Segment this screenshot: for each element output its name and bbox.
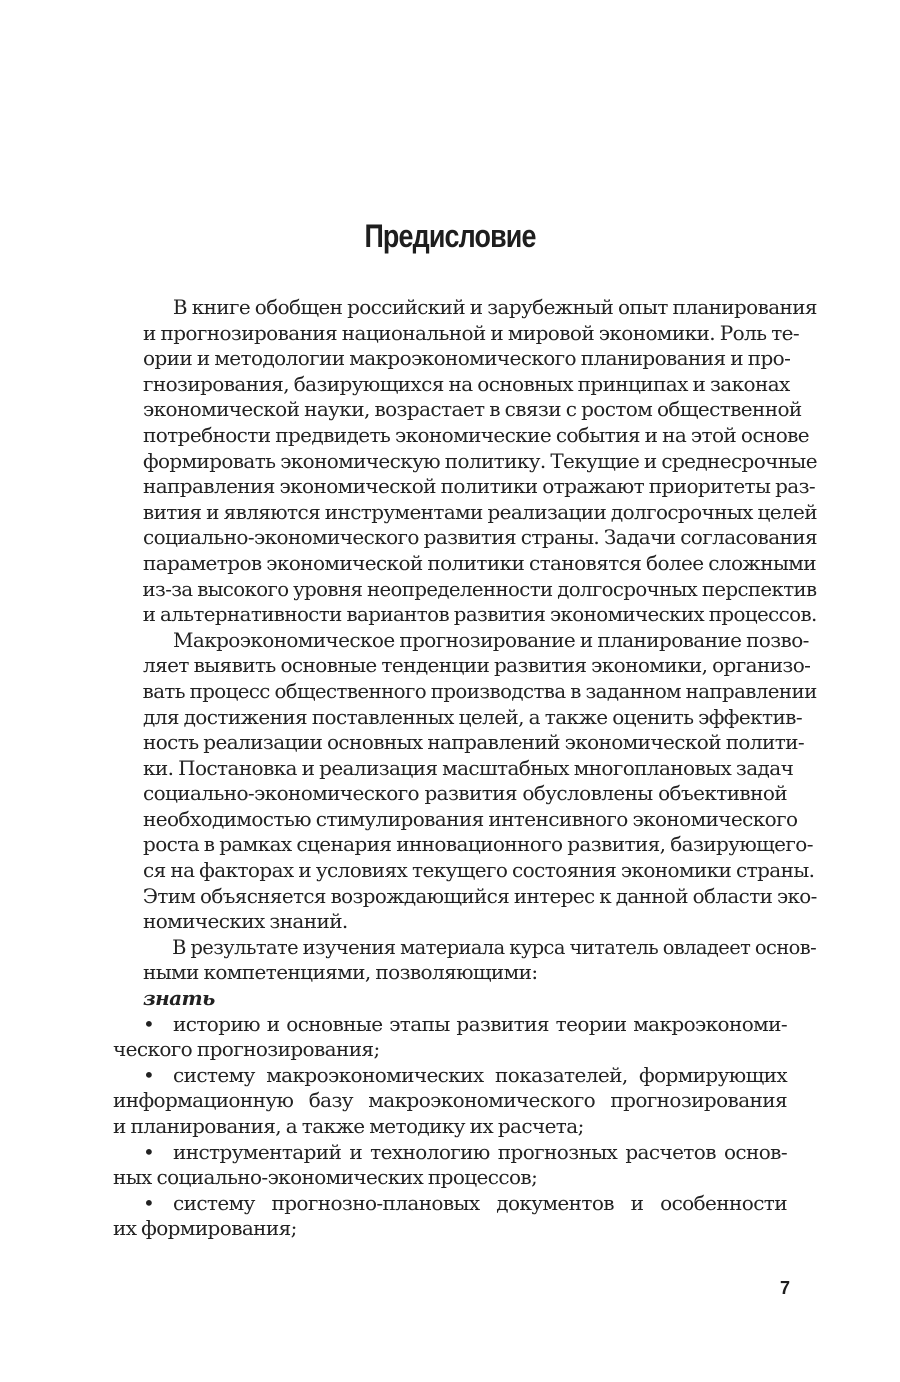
text-line: гнозирования, базирующихся на основных принципах и законах (143, 371, 790, 396)
text-line: ляет выявить основные тенденции развития экономики, организо- (143, 653, 811, 678)
bullet-icon: • (143, 1190, 155, 1215)
know-label: знать (143, 986, 215, 1011)
text-line: Этим объясняется возрождающийся интерес к данной области эко- (142, 883, 817, 908)
text-line: их формирования; (113, 1216, 297, 1241)
text-line: и планирования, а также методику их расчета; (113, 1114, 584, 1138)
text-line: Макроэкономическое прогнозирование и планирование позво- (173, 627, 809, 652)
text-line: параметров экономической политики становятся более сложными (143, 550, 816, 575)
bullet-text: инструментарий и технологию прогнозных расчетов основ- (173, 1139, 787, 1164)
text-line: из-за высокого уровня неопределенности долгосрочных перспектив (142, 576, 817, 601)
text-line: потребности предвидеть экономические события и на этой основе (143, 422, 810, 447)
bullet-item (113, 1063, 787, 1140)
text-line: номических знаний. (143, 909, 348, 934)
text-line: вития и являются инструментами реализации долгосрочных целей (142, 499, 817, 524)
text-line: ки. Постановка и реализация масштабных многоплановых задач (143, 755, 794, 780)
bullet-item (113, 1140, 787, 1191)
text-line: ческого прогнозирования; (113, 1037, 380, 1062)
text-line: ории и методологии макроэкономического планирования и про- (143, 346, 791, 371)
text-line (113, 1191, 787, 1217)
page-title: Предисловие (364, 218, 536, 254)
text-line (113, 1012, 787, 1038)
bullet-text: систему прогнозно-плановых документов и особенности (173, 1190, 787, 1215)
text-line: информационную базу макроэкономического прогнозирования (113, 1088, 787, 1113)
text-line: вать процесс общественного производства в заданном направлении (142, 678, 817, 703)
text-line: экономической науки, возрастает в связи с ростом общественной (143, 397, 802, 422)
text-line: В результате изучения материала курса читатель овладеет основ- (172, 934, 817, 959)
text-line: ными компетенциями, позволяющими: (143, 960, 538, 985)
text-line: ность реализации основных направлений экономической полити- (143, 730, 805, 755)
page-number: 7 (779, 1278, 790, 1298)
bullet-text: систему макроэкономических показателей, формирующих (173, 1062, 787, 1087)
text-line: роста в рамках сценария инновационного развития, базирующего- (143, 832, 813, 857)
text-line: социально-экономического развития обусловлены объективной (143, 781, 787, 806)
text-line: и прогнозирования национальной и мировой экономики. Роль те- (143, 320, 800, 345)
text-line: ся на факторах и условиях текущего состояния экономики страны. (143, 858, 815, 883)
text-line: и альтернативности вариантов развития экономических процессов. (142, 602, 817, 627)
body-text (113, 295, 817, 1242)
bullet-icon: • (143, 1139, 155, 1164)
text-line: формировать экономическую политику. Текущие и среднесрочные (142, 448, 817, 473)
paragraph-1 (113, 295, 817, 628)
bullet-text: историю и основные этапы развития теории макроэкономи- (173, 1011, 787, 1036)
bullet-icon: • (143, 1011, 155, 1036)
text-line: необходимостью стимулирования интенсивного экономического (143, 806, 798, 831)
bullet-item (113, 1012, 787, 1063)
text-line: В книге обобщен российский и зарубежный опыт планирования (172, 295, 817, 319)
text-line: для достижения поставленных целей, а также оценить эффектив- (143, 704, 803, 729)
text-line: социально-экономического развития страны. Задачи согласования (142, 525, 817, 550)
text-line (113, 1140, 787, 1166)
paragraph-2 (113, 627, 817, 935)
text-line (113, 1063, 787, 1089)
paragraph-3 (113, 934, 817, 986)
bullet-item (113, 1191, 787, 1242)
bullet-icon: • (143, 1062, 155, 1087)
text-line: направления экономической политики отражают приоритеты раз- (143, 474, 816, 499)
bullet-list (113, 1012, 787, 1242)
text-line: ных социально-экономических процессов; (113, 1165, 538, 1190)
